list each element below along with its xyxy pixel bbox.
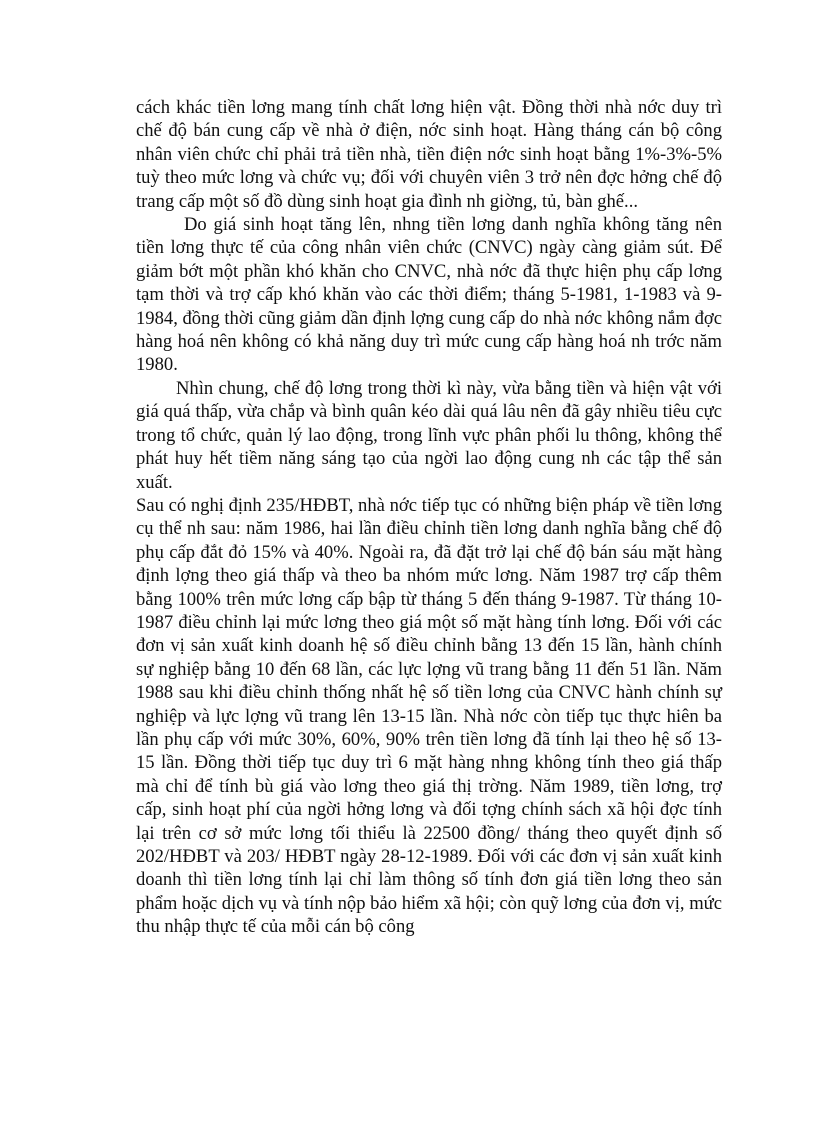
paragraph-real-wage-decline: Do giá sinh hoạt tăng lên, nhng tiền lơng danh nghĩa không tăng nên tiền lơng thực tế của công nhân viên chức (CNVC) ngày càng giảm sút. Để giảm bớt một phần khó khăn cho CNVC, nhà nớc đã thực hiện phụ cấp lơng tạm thời và trợ cấp khó khăn vào các thời điểm; tháng 5-1981, 1-1983 và 9-1984, đồng thời cũng giảm dần định lợng cung cấp do nhà nớc không nắm đợc hàng hoá nên không có khả năng duy trì mức cung cấp hàng hoá nh trớc năm 1980.	[136, 214, 722, 376]
paragraph-housing-supply: cách khác tiền lơng mang tính chất lơng hiện vật. Đồng thời nhà nớc duy trì chế độ bán cung cấp về nhà ở điện, nớc sinh hoạt. Hàng tháng cán bộ công nhân viên chức chỉ phải trả tiền nhà, tiền điện nớc sinh hoạt bằng 1%-3%-5% tuỳ theo mức lơng và chức vụ; đối với chuyên viên 3 trở nên đợc hởng chế độ trang cấp một số đồ dùng sinh hoạt gia đình nh giờng, tủ, bàn ghế...	[136, 97, 722, 212]
paragraph-decree-235: Sau có nghị định 235/HĐBT, nhà nớc tiếp tục có những biện pháp về tiền lơng cụ thể nh sau: năm 1986, hai lần điều chỉnh tiền lơng danh nghĩa bằng chế độ phụ cấp đắt đỏ 15% và 40%. Ngoài ra, đã đặt trở lại chế độ bán sáu mặt hàng định lợng theo giá thấp và theo ba nhóm mức lơng. Năm 1987 trợ cấp thêm bằng 100% trên mức lơng cấp bập từ tháng 5 đến tháng 9-1987. Từ tháng 10-1987 điều chỉnh lại mức lơng theo giá một số mặt hàng tính lơng. Đối với các đơn vị sản xuất kinh doanh hệ số điều chỉnh bằng 13 đến 15 lần, hành chính sự nghiệp bằng 10 đến 68 lần, các lực lợng vũ trang bằng 11 đến 51 lần. Năm 1988 sau khi điều chỉnh thống nhất hệ số tiền lơng của CNVC hành chính sự nghiệp và lực lợng vũ trang lên 13-15 lần. Nhà nớc còn tiếp tục thực hiên ba lần phụ cấp với mức 30%, 60%, 90% trên tiền lơng đã tính lại theo hệ số 13-15 lần. Đồng thời tiếp tục duy trì 6 mặt hàng nhng không tính theo giá thấp mà chỉ để tính bù giá vào lơng theo giá thị trờng. Năm 1989, tiền lơng, trợ cấp, sinh hoạt phí của ngời hởng lơng và đối tợng chính sách xã hội đợc tính lại trên cơ sở mức lơng tối thiểu là 22500 đồng/ tháng theo quyết định số 202/HĐBT và 203/ HĐBT ngày 28-12-1989. Đối với các đơn vị sản xuất kinh doanh thì tiền lơng tính lại chỉ làm thông số tính đơn giá tiền lơng theo sản phẩm hoặc dịch vụ và tính nộp bảo hiểm xã hội; còn quỹ lơng của đơn vị, mức thu nhập thực tế của mỗi cán bộ công	[136, 494, 722, 938]
body-text	[136, 96, 722, 939]
paragraph-general-assessment: Nhìn chung, chế độ lơng trong thời kì này, vừa bằng tiền và hiện vật với giá quá thấp, vừa chắp và bình quân kéo dài quá lâu nên đã gây nhiều tiêu cực trong tổ chức, quản lý lao động, trong lĩnh vực phân phối lu thông, không thể phát huy hết tiềm năng sáng tạo của ngời lao động cung nh các tập thể sản xuất.	[136, 377, 722, 493]
